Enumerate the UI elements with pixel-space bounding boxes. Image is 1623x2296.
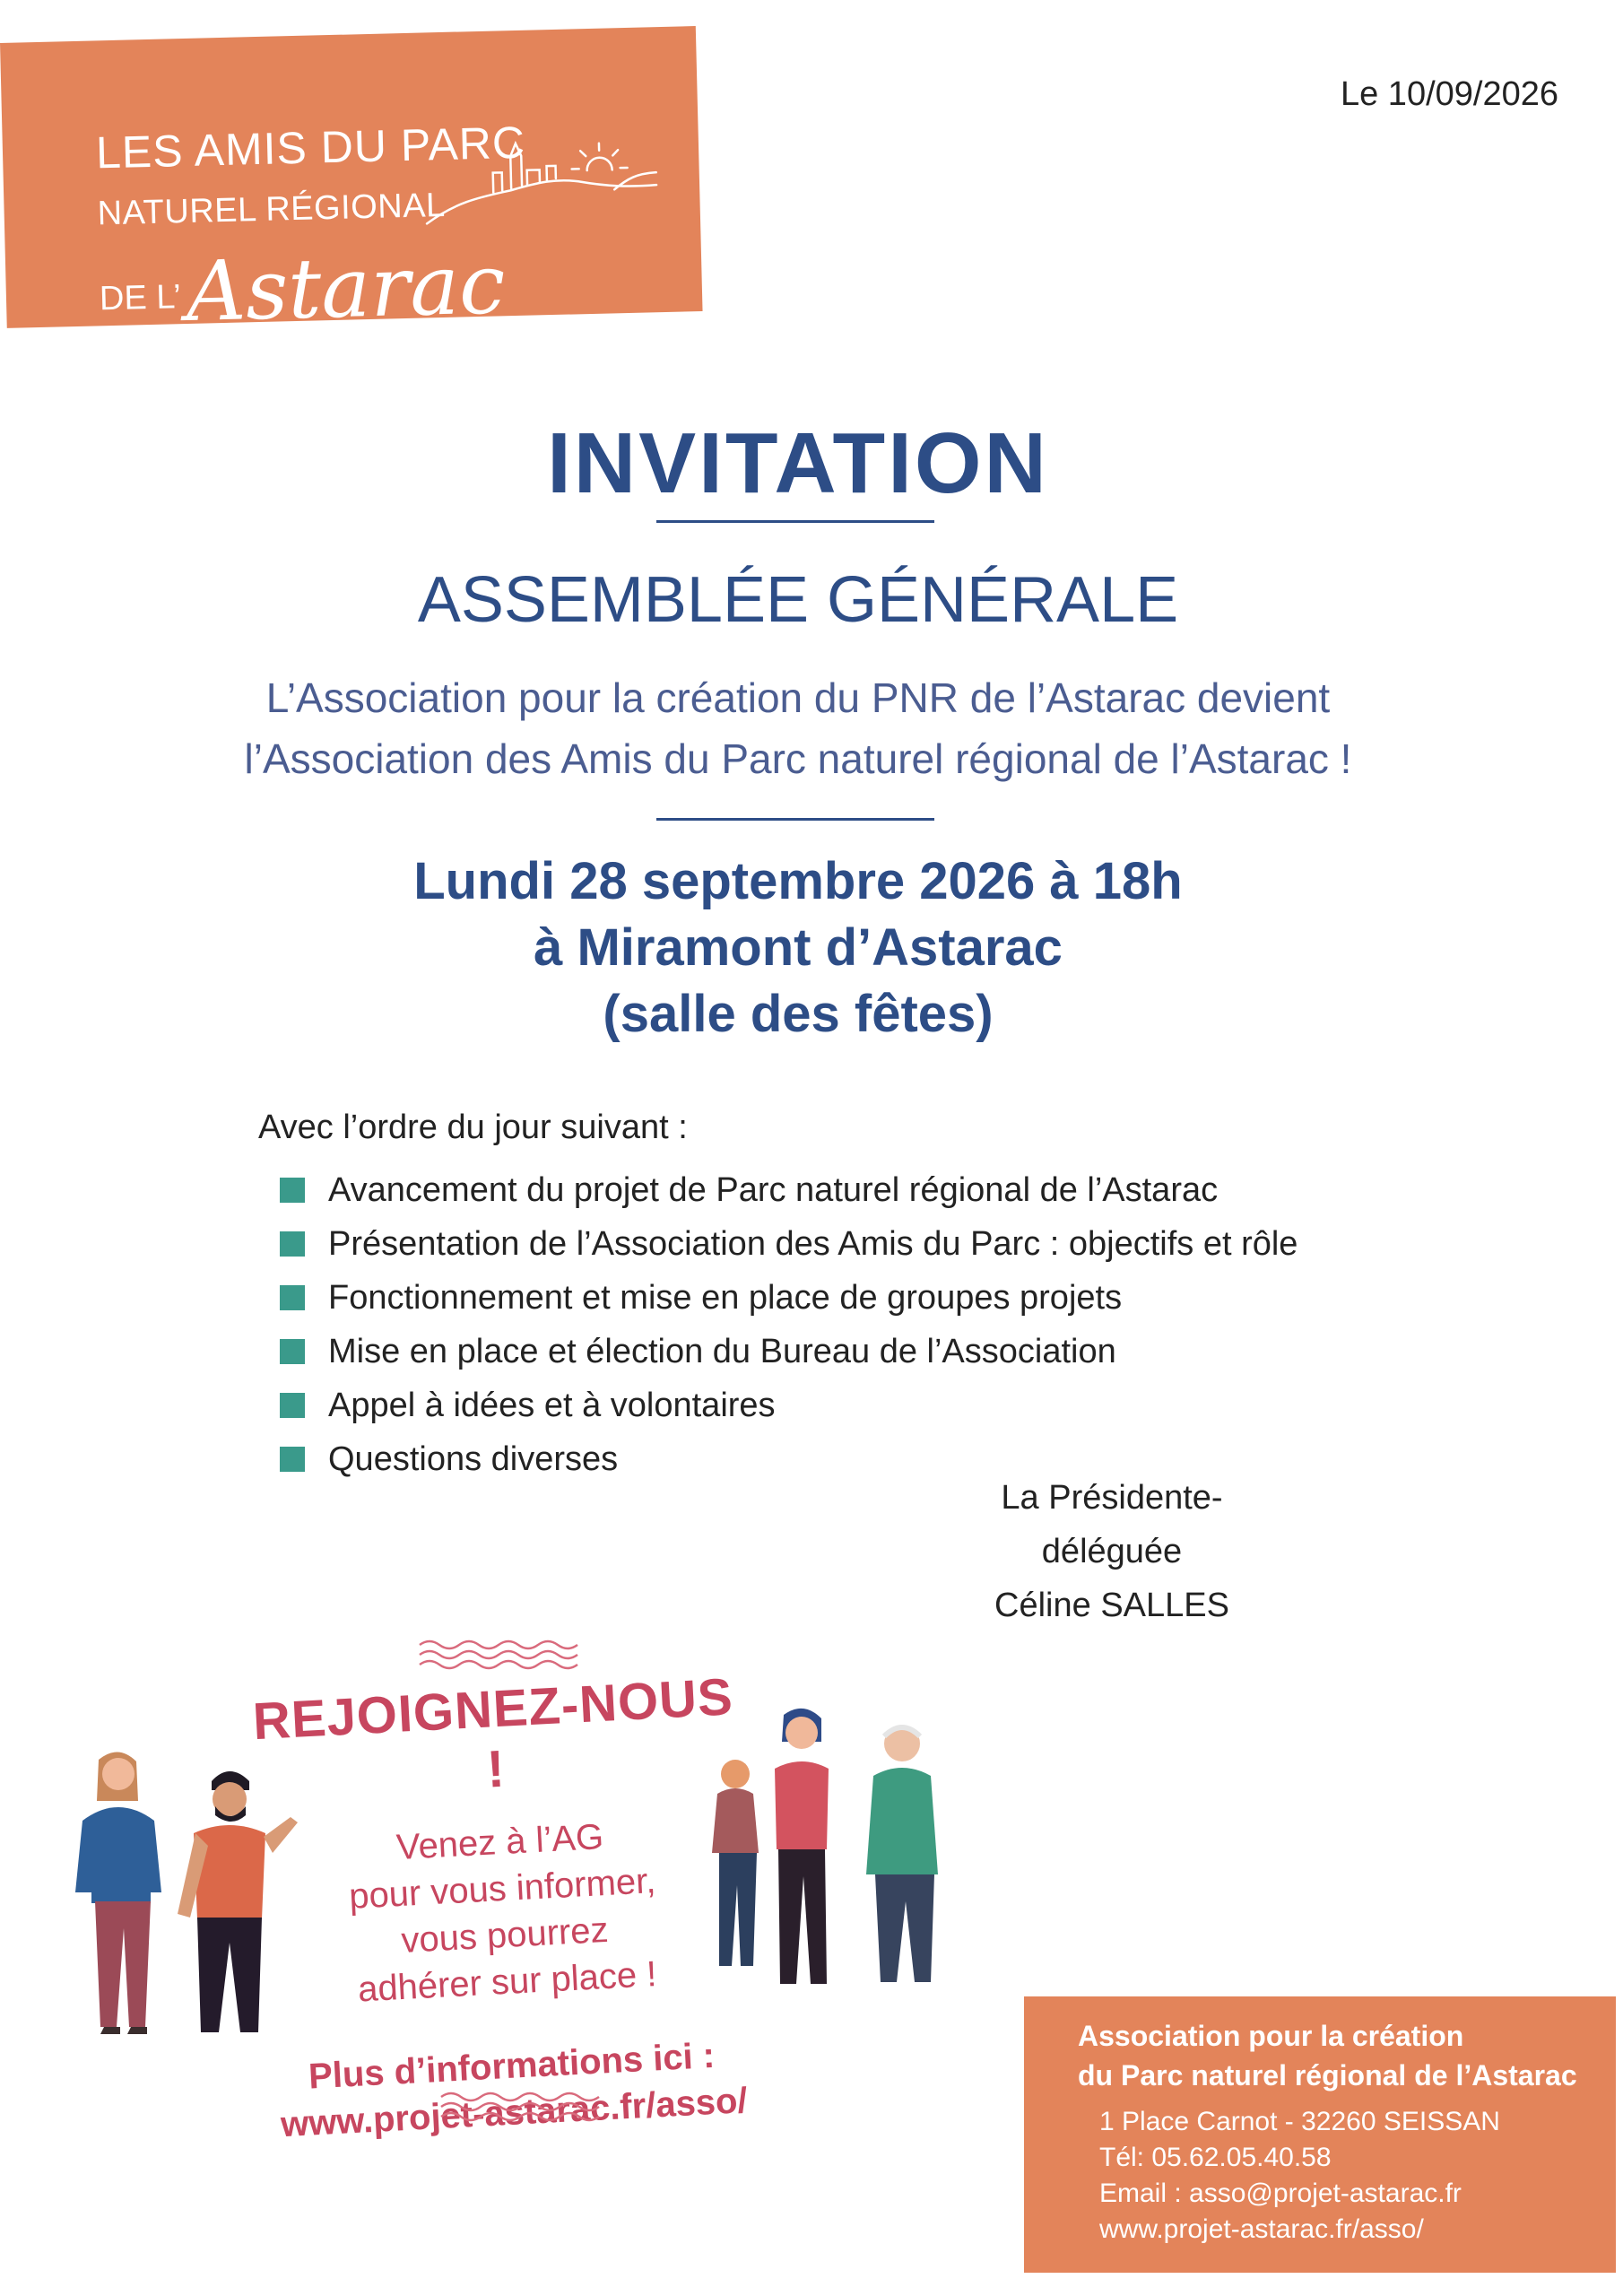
event-location: à Miramont d’Astarac [534,918,1063,977]
woman-figure-icon [75,1752,161,2034]
intro-divider [656,818,934,821]
logo-script: Astarac [185,236,507,340]
meeting-subtitle: ASSEMBLÉE GÉNÉRALE [417,564,1179,636]
agenda [258,1109,1298,1486]
join-body: Venez à l’AG pour vous informer, vous pourrez adhérer sur place ! [348,1817,658,2010]
intro-text [0,667,1596,789]
logo-line1: LES AMIS DU PARC [95,117,526,178]
association-name: Association pour la création du Parc naturel régional de l’Astarac [1078,2020,1577,2092]
agenda-item: Mise en place et élection du Bureau de l’Association [280,1325,1298,1378]
event-venue: (salle des fêtes) [603,985,994,1043]
contact-box [1024,1996,1616,2273]
square-bullet-icon [280,1393,305,1418]
square-bullet-icon [280,1339,305,1364]
signatory-role: La Présidente-déléguée [1001,1479,1223,1570]
elderly-man-figure-icon [866,1726,938,1982]
intro-line: L’Association pour la création du PNR de l’Astarac devient [265,674,1331,721]
logo-line3: DE L’ [99,278,182,318]
agenda-item: Avancement du projet de Parc naturel régional de l’Astarac [280,1163,1298,1217]
square-bullet-icon [280,1231,305,1257]
agenda-item: Fonctionnement et mise en place de groupes projets [280,1271,1298,1325]
agenda-item: Questions diverses [280,1432,1298,1486]
join-website-link[interactable]: www.projet-astarac.fr/asso/ [280,2081,749,2145]
logo-line2: NATUREL RÉGIONAL [97,186,447,233]
man-figure-icon [178,1771,298,2032]
signature [933,1471,1291,1632]
join-more-info: Plus d’informations ici : www.projet-astarac.fr/asso/ [269,2031,758,2149]
invitation-title: INVITATION [547,415,1049,511]
square-bullet-icon [280,1447,305,1472]
village-hill-icon [421,133,665,238]
square-bullet-icon [280,1285,305,1310]
website-link[interactable]: www.projet-astarac.fr/asso/ [1099,2214,1424,2244]
agenda-item: Présentation de l’Association des Amis du Parc : objectifs et rôle [280,1217,1298,1271]
agenda-heading: Avec l’ordre du jour suivant : [258,1109,688,1146]
document-date: Le 10/09/2026 [1340,75,1558,113]
woman-figure-icon [775,1709,829,1984]
phone: Tél: 05.62.05.40.58 [1099,2143,1332,2172]
child-figure-icon [712,1760,759,1966]
signatory-name: Céline SALLES [994,1587,1229,1624]
title-divider [656,520,934,523]
join-title: REJOIGNEZ-NOUS ! [251,1667,735,1799]
agenda-item: Appel à idées et à volontaires [280,1378,1298,1432]
intro-line: l’Association des Amis du Parc naturel régional de l’Astarac ! [244,735,1352,782]
people-illustration-right [699,1704,968,2009]
square-bullet-icon [280,1178,305,1203]
wave-decoration-icon [439,2090,601,2126]
email-link[interactable]: Email : asso@projet-astarac.fr [1099,2179,1462,2208]
address: 1 Place Carnot - 32260 SEISSAN [1099,2107,1500,2136]
event-details [0,848,1596,1048]
event-date: Lundi 28 septembre 2026 à 18h [413,852,1183,910]
join-callout [247,1620,758,2148]
people-illustration-left [63,1740,323,2054]
contact-details [1099,2104,1500,2248]
logo-banner [0,26,703,340]
